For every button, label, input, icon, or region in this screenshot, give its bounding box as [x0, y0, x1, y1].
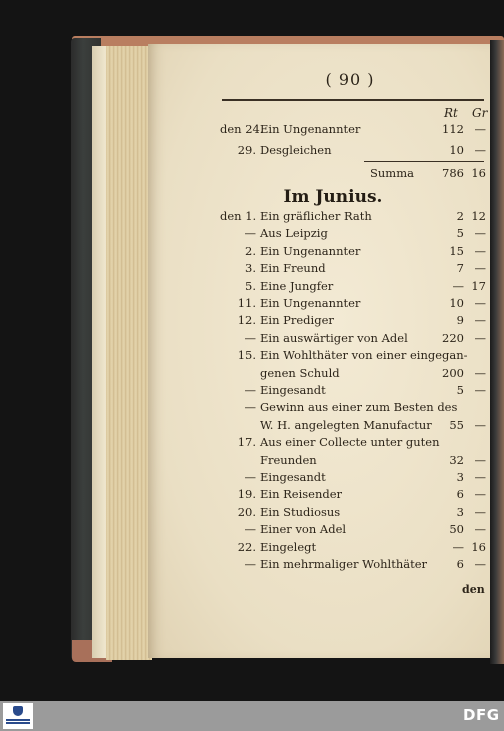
entry-groschen: — — [474, 470, 486, 484]
entry-reichsthaler: 10 — [449, 296, 464, 310]
entry-description: Einer von Adel — [260, 522, 347, 537]
entry-reichsthaler: 7 — [456, 261, 464, 276]
book-right-edge — [490, 40, 504, 664]
entry-date: 29. — [237, 143, 256, 157]
dfg-logo[interactable]: DFG — [463, 706, 500, 724]
entry-groschen: 12 — [471, 209, 486, 223]
entry-description: Ein Ungenannter — [260, 243, 361, 258]
entry-reichsthaler: 15 — [449, 243, 464, 258]
entry-reichsthaler: 5 — [456, 383, 464, 397]
column-header-gr: Gr — [472, 106, 488, 120]
entry-date: den 1. — [220, 209, 257, 223]
entry-groschen: — — [474, 452, 486, 467]
entry-reichsthaler: 112 — [442, 122, 464, 136]
entry-groschen: — — [474, 313, 486, 328]
entry-description: Aus Leipzig — [260, 226, 328, 241]
entry-date: — — [244, 400, 256, 415]
ledger-row — [220, 522, 486, 539]
entry-date: — — [244, 470, 256, 484]
entry-groschen: — — [474, 365, 486, 380]
entry-date: 20. — [237, 504, 256, 519]
entry-reichsthaler: 9 — [456, 313, 464, 328]
entry-description: Eine Jungfer — [260, 278, 334, 293]
summa-label: Summa — [370, 166, 414, 180]
ledger-row — [220, 418, 486, 435]
entry-reichsthaler: — — [452, 278, 464, 293]
ledger-row — [220, 383, 486, 400]
entry-reichsthaler: 32 — [449, 452, 464, 467]
entry-groschen: — — [474, 417, 486, 432]
entry-date: 19. — [237, 487, 256, 502]
entry-groschen: 17 — [471, 278, 486, 293]
entry-description: Ein Studiosus — [260, 504, 341, 519]
entry-date: 11. — [237, 296, 256, 310]
entry-reichsthaler: 3 — [456, 470, 464, 484]
entry-description: Freunden — [260, 452, 317, 467]
entry-description: Ein Wohlthäter von einer eingegan- — [260, 348, 468, 363]
ledger-row — [220, 122, 486, 139]
entry-reichsthaler: 6 — [456, 487, 464, 502]
entry-date: 3. — [245, 261, 256, 276]
entry-description: Ein Prediger — [260, 313, 334, 328]
viewer-footer-bar — [0, 701, 504, 731]
entry-description: Desgleichen — [260, 143, 332, 157]
entry-reichsthaler: 6 — [456, 557, 464, 571]
entry-description: genen Schuld — [260, 365, 340, 380]
entry-description: Eingesandt — [260, 383, 326, 397]
ledger-row — [220, 557, 486, 574]
ledger-row — [220, 366, 486, 383]
entry-date: 12. — [237, 313, 256, 328]
catchword: den — [462, 583, 485, 596]
entry-date: 15. — [237, 348, 256, 363]
entry-groschen: — — [474, 504, 486, 519]
ledger-row — [220, 400, 486, 417]
crest-icon — [13, 706, 23, 716]
entry-description: Ein mehrmaliger Wohlthäter — [260, 557, 428, 571]
entry-date: 5. — [245, 278, 256, 293]
ledger-row — [220, 261, 486, 278]
entry-date: 2. — [245, 243, 256, 258]
ledger-row — [220, 505, 486, 522]
entry-description: Ein Freund — [260, 261, 326, 276]
entry-groschen: — — [474, 522, 486, 537]
ledger-row — [220, 453, 486, 470]
entry-date: — — [244, 383, 256, 397]
page-number: ( 90 ) — [325, 70, 375, 89]
header-rule — [222, 99, 484, 101]
entry-date: — — [244, 557, 256, 571]
entry-date: — — [244, 522, 256, 537]
page-stack — [106, 46, 152, 660]
ledger-row — [220, 435, 486, 452]
entry-groschen: — — [474, 143, 486, 157]
entry-description: Aus einer Collecte unter guten — [260, 435, 440, 450]
ledger-row — [220, 470, 486, 487]
entry-groschen: — — [474, 261, 486, 276]
entry-date: — — [244, 330, 256, 345]
entry-description: Ein gräflicher Rath — [260, 209, 372, 223]
entry-groschen: 16 — [471, 539, 486, 554]
entry-groschen: — — [474, 226, 486, 241]
entry-reichsthaler: 5 — [456, 226, 464, 241]
entry-date: den 24. — [220, 122, 264, 136]
ledger-row — [220, 296, 486, 313]
summa-gr: 16 — [471, 166, 486, 180]
ledger-row — [220, 244, 486, 261]
entry-reichsthaler: 55 — [449, 417, 464, 432]
summa-row — [220, 166, 486, 183]
column-header-rt: Rt — [444, 106, 458, 120]
entry-date: 17. — [237, 435, 256, 450]
entry-groschen: — — [474, 296, 486, 310]
entry-description: Ein Ungenannter — [260, 296, 361, 310]
entry-groschen: — — [474, 122, 486, 136]
ledger-row — [220, 143, 486, 160]
entry-reichsthaler: 10 — [449, 143, 464, 157]
section-heading: Im Junius. — [283, 187, 383, 207]
entry-reichsthaler: — — [452, 539, 464, 554]
ledger-row — [220, 279, 486, 296]
entry-groschen: — — [474, 243, 486, 258]
ledger-row — [220, 348, 486, 365]
entry-description: Gewinn aus einer zum Besten des — [260, 400, 458, 415]
entry-description: Eingesandt — [260, 470, 326, 484]
entry-reichsthaler: 2 — [456, 209, 464, 223]
entry-reichsthaler: 3 — [456, 504, 464, 519]
library-logo-icon[interactable] — [3, 703, 33, 729]
entry-description: Eingelegt — [260, 539, 317, 554]
ledger-row — [220, 313, 486, 330]
logo-text-lines — [6, 719, 30, 721]
entry-date: — — [244, 226, 256, 241]
entry-groschen: — — [474, 487, 486, 502]
ledger-row — [220, 331, 486, 348]
entry-groschen: — — [474, 383, 486, 397]
entry-groschen: — — [474, 557, 486, 571]
entry-reichsthaler: 50 — [449, 522, 464, 537]
entry-description: Ein Reisender — [260, 487, 343, 502]
entry-reichsthaler: 200 — [442, 365, 464, 380]
ledger-row — [220, 540, 486, 557]
ledger-row — [220, 209, 486, 226]
entry-groschen: — — [474, 330, 486, 345]
summa-rule — [364, 161, 484, 162]
entry-description: Ein Ungenannter — [260, 122, 361, 136]
entry-reichsthaler: 220 — [442, 330, 464, 345]
entry-description: W. H. angelegten Manufactur — [260, 417, 432, 432]
ledger-row — [220, 487, 486, 504]
entry-date: 22. — [237, 539, 256, 554]
ledger-row — [220, 226, 486, 243]
summa-rt: 786 — [442, 166, 464, 180]
entry-description: Ein auswärtiger von Adel — [260, 330, 408, 345]
